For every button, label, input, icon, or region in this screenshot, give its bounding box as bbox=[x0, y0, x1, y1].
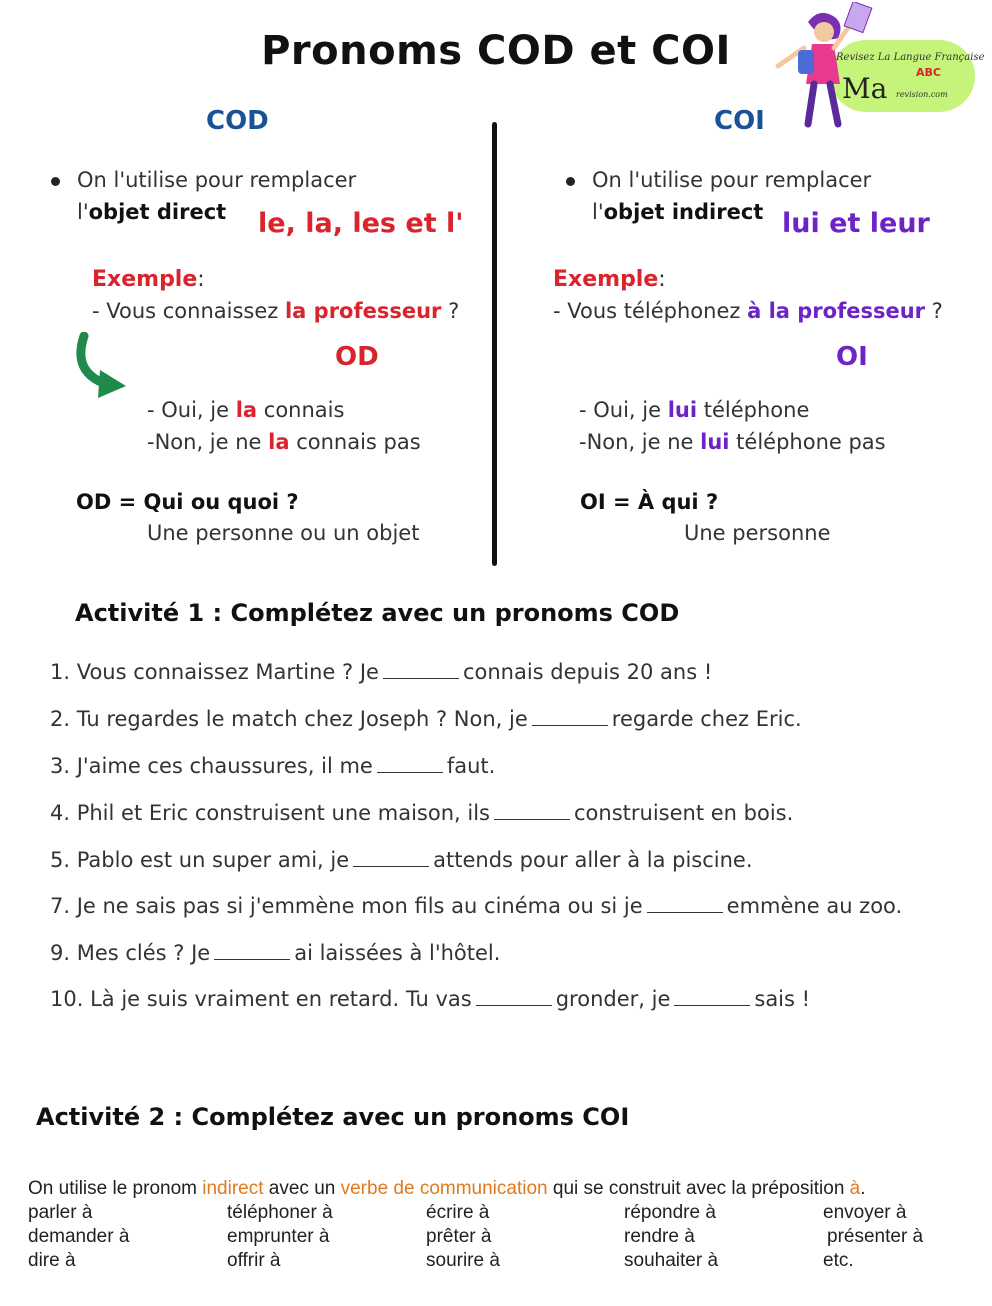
verb-item: répondre à bbox=[624, 1202, 716, 1223]
cod-answer-yes: - Oui, je la connais bbox=[147, 398, 345, 422]
coi-answer-yes: - Oui, je lui téléphone bbox=[579, 398, 810, 422]
coi-heading: COI bbox=[714, 106, 765, 136]
bullet-icon bbox=[51, 177, 60, 186]
answer-blank[interactable] bbox=[476, 991, 552, 1006]
cod-answer-no: -Non, je ne la connais pas bbox=[147, 430, 421, 454]
cod-heading: COD bbox=[206, 106, 269, 136]
logo-ma: Ma bbox=[842, 72, 888, 105]
verb-item: emprunter à bbox=[227, 1226, 330, 1247]
answer-blank[interactable] bbox=[383, 664, 459, 679]
logo-tagline: Revisez La Langue Française bbox=[836, 52, 985, 63]
verb-item: souhaiter à bbox=[624, 1250, 719, 1271]
answer-blank[interactable] bbox=[214, 945, 290, 960]
cod-example-question: - Vous connaissez la professeur ? bbox=[92, 299, 460, 323]
cod-question-rule: OD = Qui ou quoi ? bbox=[76, 490, 299, 514]
answer-blank[interactable] bbox=[532, 711, 608, 726]
verb-item: sourire à bbox=[426, 1250, 500, 1271]
coi-object: l'objet indirect bbox=[592, 200, 764, 224]
page-title: Pronoms COD et COI bbox=[261, 28, 731, 74]
logo-site: revision.com bbox=[896, 90, 948, 99]
verb-item: envoyer à bbox=[823, 1202, 907, 1223]
answer-blank[interactable] bbox=[377, 758, 443, 773]
verb-item: etc. bbox=[823, 1250, 854, 1271]
exercise-item: 2. Tu regardes le match chez Joseph ? Non, je regarde chez Eric. bbox=[50, 707, 802, 731]
logo bbox=[768, 2, 985, 134]
verb-item: parler à bbox=[28, 1202, 93, 1223]
exercise-item: 10. Là je suis vraiment en retard. Tu vas gronder, je sais ! bbox=[50, 987, 811, 1011]
coi-tag: OI bbox=[836, 342, 868, 372]
verb-item: dire à bbox=[28, 1250, 76, 1271]
coi-example-question: - Vous téléphonez à la professeur ? bbox=[553, 299, 943, 323]
verb-item: écrire à bbox=[426, 1202, 490, 1223]
cod-tag: OD bbox=[335, 342, 379, 372]
verb-item: présenter à bbox=[827, 1226, 924, 1247]
verb-item: offrir à bbox=[227, 1250, 281, 1271]
verb-item: téléphoner à bbox=[227, 1202, 333, 1223]
cod-pronouns: le, la, les et l' bbox=[258, 208, 464, 239]
answer-blank[interactable] bbox=[674, 991, 750, 1006]
answer-blank[interactable] bbox=[647, 898, 723, 913]
activity1-title: Activité 1 : Complétez avec un pronoms COD bbox=[75, 599, 680, 627]
verb-item: rendre à bbox=[624, 1226, 695, 1247]
cod-usage: On l'utilise pour remplacer bbox=[77, 168, 356, 192]
exercise-item: 1. Vous connaissez Martine ? Je connais depuis 20 ans ! bbox=[50, 660, 713, 684]
coi-rule-desc: Une personne bbox=[684, 521, 831, 545]
exercise-item: 3. J'aime ces chaussures, il me faut. bbox=[50, 754, 496, 778]
coi-answer-no: -Non, je ne lui téléphone pas bbox=[579, 430, 886, 454]
column-divider bbox=[492, 122, 497, 566]
verb-item: prêter à bbox=[426, 1226, 492, 1247]
answer-blank[interactable] bbox=[494, 805, 570, 820]
cod-object: l'objet direct bbox=[77, 200, 227, 224]
exercise-item: 4. Phil et Eric construisent une maison, ils construisent en bois. bbox=[50, 801, 794, 825]
exercise-item: 9. Mes clés ? Je ai laissées à l'hôtel. bbox=[50, 941, 501, 965]
coi-usage: On l'utilise pour remplacer bbox=[592, 168, 871, 192]
answer-blank[interactable] bbox=[353, 852, 429, 867]
cod-example-label: Exemple: bbox=[92, 267, 205, 292]
girl-illustration-icon bbox=[768, 2, 878, 134]
exercise-item: 7. Je ne sais pas si j'emmène mon fils au cinéma ou si je emmène au zoo. bbox=[50, 894, 903, 918]
coi-pronouns: lui et leur bbox=[782, 208, 930, 239]
activity2-intro: On utilise le pronom indirect avec un verbe de communication qui se construit avec la préposition à. bbox=[28, 1178, 866, 1199]
coi-example-label: Exemple: bbox=[553, 267, 666, 292]
verb-item: demander à bbox=[28, 1226, 130, 1247]
logo-abc: ABC bbox=[916, 66, 941, 79]
bullet-icon bbox=[566, 177, 575, 186]
cod-rule-desc: Une personne ou un objet bbox=[147, 521, 420, 545]
curved-arrow-icon bbox=[70, 332, 134, 400]
coi-question-rule: OI = À qui ? bbox=[580, 490, 719, 514]
exercise-item: 5. Pablo est un super ami, je attends pour aller à la piscine. bbox=[50, 848, 753, 872]
activity2-title: Activité 2 : Complétez avec un pronoms COI bbox=[36, 1103, 630, 1131]
